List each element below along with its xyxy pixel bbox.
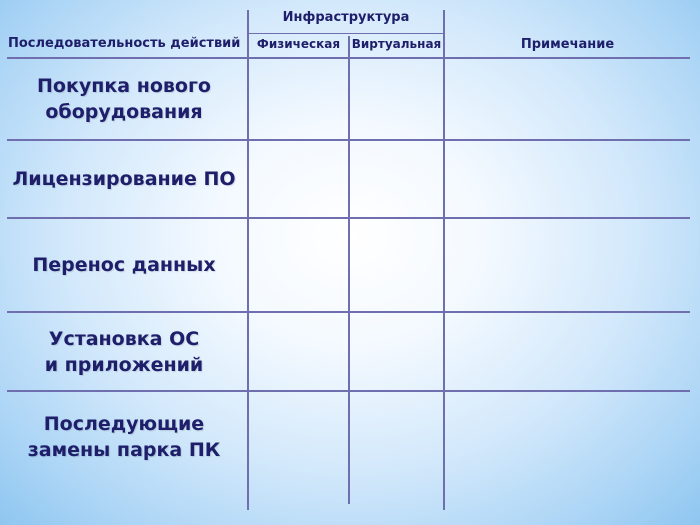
cell-virtual-5	[350, 392, 443, 502]
cell-physical-4	[249, 313, 348, 390]
header-notes: Примечание	[520, 37, 615, 52]
cell-notes-3	[445, 219, 690, 311]
row-label-os-install: Установка ОС и приложений	[44, 327, 204, 376]
cell-notes-4	[445, 313, 690, 390]
header-physical: Физическая	[256, 37, 341, 51]
cell-physical-3	[249, 219, 348, 311]
row-label-pc-replacement: Последующие замены парка ПК	[27, 413, 221, 461]
cell-virtual-4	[350, 313, 443, 390]
cell-physical-5	[249, 392, 348, 502]
cell-virtual-3	[350, 219, 443, 311]
cell-virtual-2	[350, 141, 443, 217]
header-virtual: Виртуальная	[351, 37, 442, 51]
row-label-purchase: Покупка нового оборудования	[37, 75, 211, 123]
cell-notes-1	[445, 59, 690, 139]
cell-virtual-1	[350, 59, 443, 139]
row-label-data-transfer: Перенос данных	[32, 254, 216, 276]
cell-physical-1	[249, 59, 348, 139]
cell-notes-5	[445, 392, 690, 502]
header-infrastructure: Инфраструктура	[282, 10, 410, 25]
grid-line-infrastructure	[249, 33, 443, 34]
row-label-licensing: Лицензирование ПО	[12, 168, 236, 190]
header-actions: Последовательность действий	[8, 36, 241, 51]
cell-notes-2	[445, 141, 690, 217]
cell-physical-2	[249, 141, 348, 217]
